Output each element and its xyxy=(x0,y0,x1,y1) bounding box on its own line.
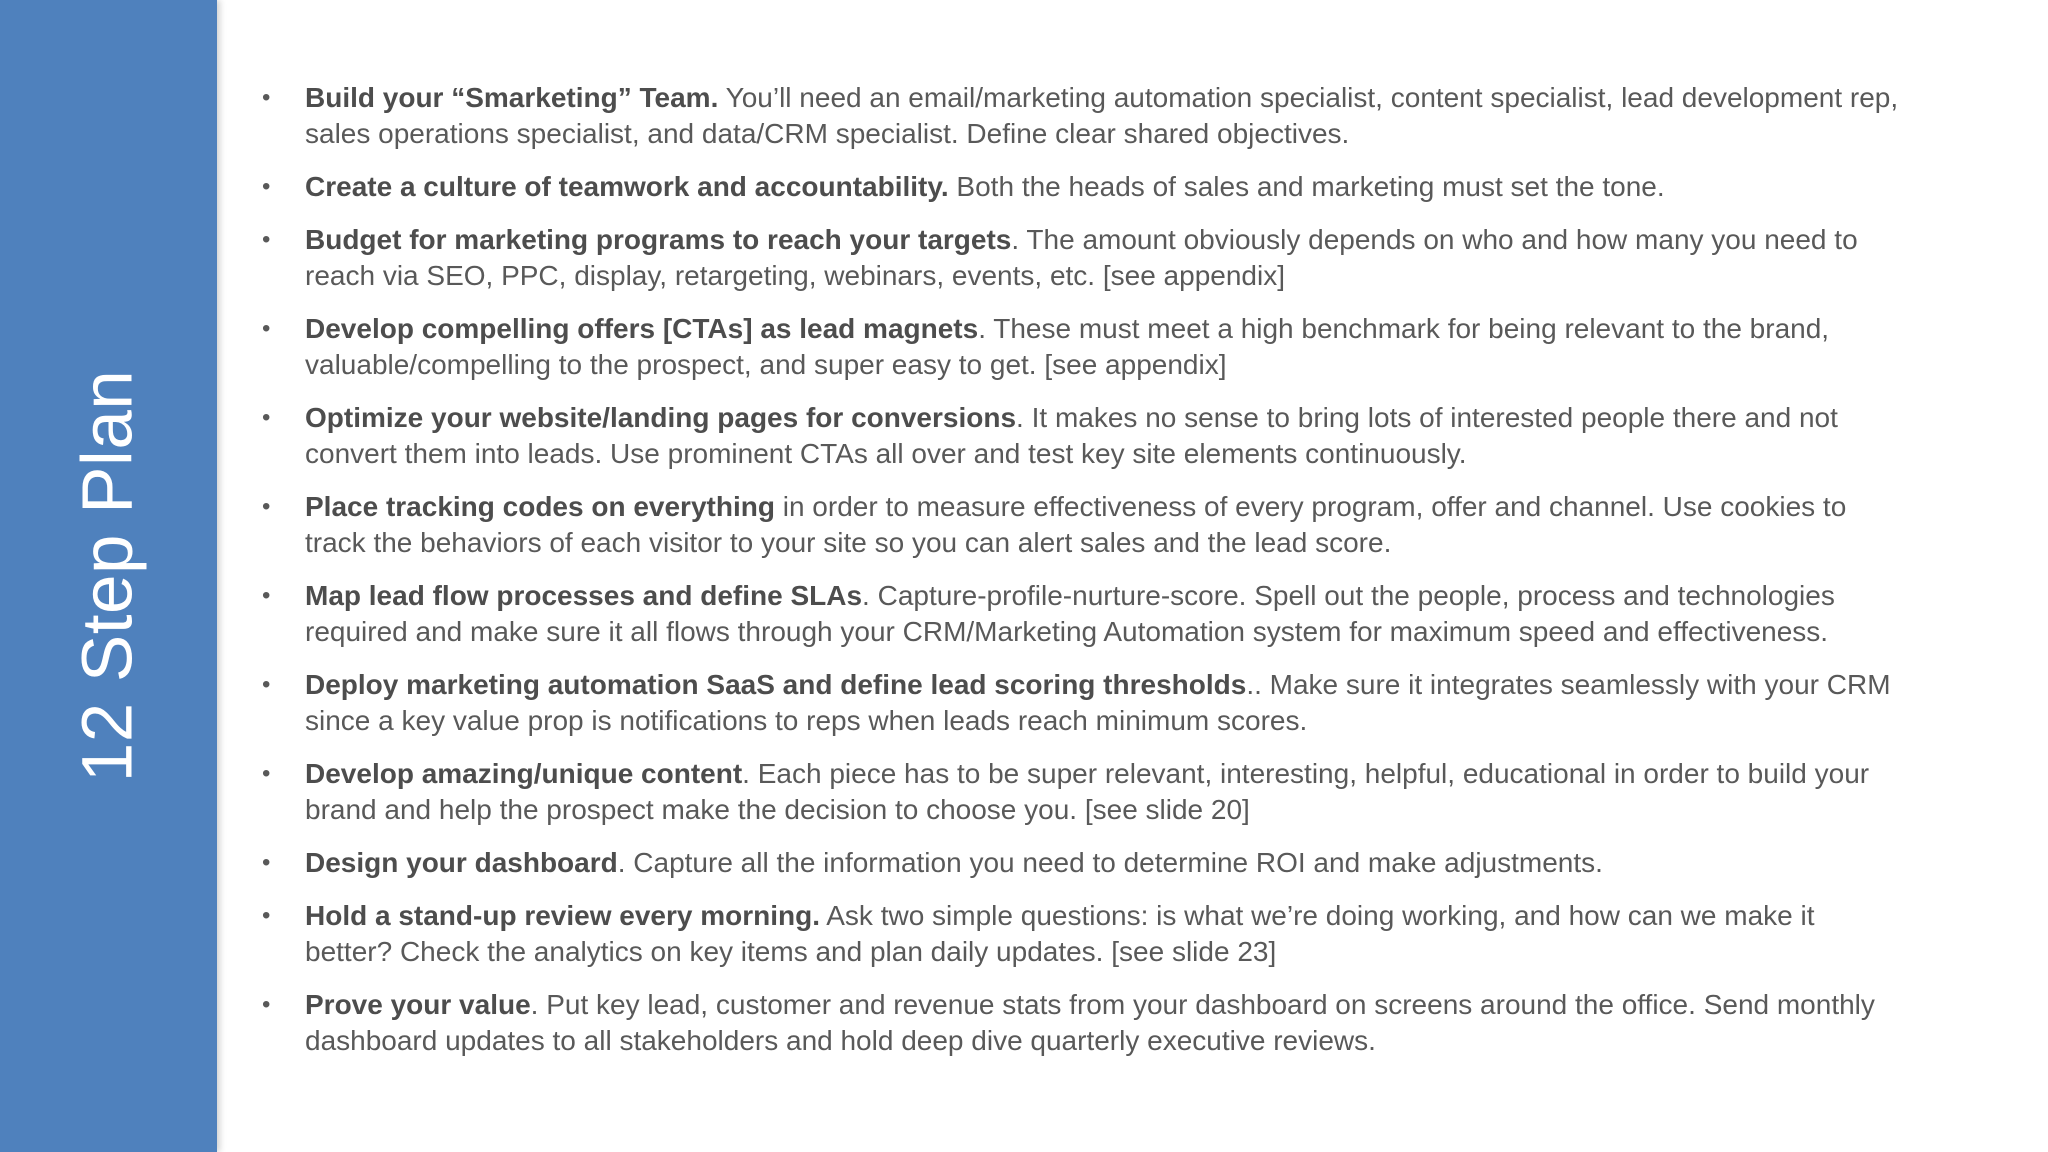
bullet-icon: • xyxy=(262,991,271,1018)
step-description: Both the heads of sales and marketing must set the tone. xyxy=(948,171,1665,202)
step-description: in order to measure effectiveness of every program, offer and channel. Use cookies to track the behaviors of each visitor to your site so you can alert sales and the lead score. xyxy=(305,491,1847,558)
step-heading: Design your dashboard xyxy=(305,847,618,878)
step-description: .. Make sure it integrates seamlessly with your CRM since a key value prop is notifications to reps when leads reach minimum scores. xyxy=(305,669,1891,736)
step-heading: Optimize your website/landing pages for conversions xyxy=(305,402,1017,433)
step-list-container xyxy=(262,80,1902,1076)
bullet-icon: • xyxy=(262,173,271,200)
step-description: . Put key lead, customer and revenue stats from your dashboard on screens around the office. Send monthly dashboard updates to all stakeholders and hold deep dive quarterly executive reviews. xyxy=(305,989,1875,1056)
step-item-3 xyxy=(262,222,1902,294)
sidebar xyxy=(0,0,217,1152)
bullet-icon: • xyxy=(262,582,271,609)
bullet-icon: • xyxy=(262,315,271,342)
step-heading: Develop amazing/unique content xyxy=(305,758,743,789)
step-heading: Map lead flow processes and define SLAs xyxy=(305,580,863,611)
step-heading: Place tracking codes on everything xyxy=(305,491,775,522)
step-item-2 xyxy=(262,169,1902,205)
step-heading: Build your “Smarketing” Team. xyxy=(305,82,719,113)
bullet-icon: • xyxy=(262,671,271,698)
bullet-icon: • xyxy=(262,849,271,876)
step-heading: Prove your value xyxy=(305,989,531,1020)
step-heading: Create a culture of teamwork and accountability. xyxy=(305,171,949,202)
step-item-9 xyxy=(262,756,1902,828)
step-description: . These must meet a high benchmark for being relevant to the brand, valuable/compelling to the prospect, and super easy to get. [see appendix] xyxy=(305,313,1830,380)
step-item-5 xyxy=(262,400,1902,472)
slide-title: 12 Step Plan xyxy=(68,369,148,783)
step-item-11 xyxy=(262,898,1902,970)
step-heading: Budget for marketing programs to reach your targets xyxy=(305,224,1012,255)
step-description: . Capture-profile-nurture-score. Spell out the people, process and technologies required and make sure it all flows through your CRM/Marketing Automation system for maximum speed and effectiveness. xyxy=(305,580,1835,647)
step-item-4 xyxy=(262,311,1902,383)
step-description: You’ll need an email/marketing automation specialist, content specialist, lead development rep, sales operations specialist, and data/CRM specialist. Define clear shared objectives. xyxy=(305,82,1899,149)
step-item-1 xyxy=(262,80,1902,152)
step-list xyxy=(262,80,1902,1059)
step-description: . Capture all the information you need to determine ROI and make adjustments. xyxy=(617,847,1603,878)
step-description: Ask two simple questions: is what we’re doing working, and how can we make it better? Check the analytics on key items and plan daily updates. [see slide 23] xyxy=(305,900,1815,967)
step-heading: Hold a stand-up review every morning. xyxy=(305,900,821,931)
bullet-icon: • xyxy=(262,84,271,111)
bullet-icon: • xyxy=(262,493,271,520)
step-item-7 xyxy=(262,578,1902,650)
bullet-icon: • xyxy=(262,226,271,253)
step-item-10 xyxy=(262,845,1902,881)
step-heading: Develop compelling offers [CTAs] as lead magnets xyxy=(305,313,979,344)
step-item-6 xyxy=(262,489,1902,561)
bullet-icon: • xyxy=(262,404,271,431)
step-heading: Deploy marketing automation SaaS and define lead scoring thresholds xyxy=(305,669,1247,700)
step-item-8 xyxy=(262,667,1902,739)
step-description: . It makes no sense to bring lots of interested people there and not convert them into leads. Use prominent CTAs all over and test key site elements continuously. xyxy=(305,402,1838,469)
step-description: . Each piece has to be super relevant, interesting, helpful, educational in order to build your brand and help the prospect make the decision to choose you. [see slide 20] xyxy=(305,758,1870,825)
step-description: . The amount obviously depends on who and how many you need to reach via SEO, PPC, display, retargeting, webinars, events, etc. [see appendix] xyxy=(305,224,1858,291)
step-item-12 xyxy=(262,987,1902,1059)
bullet-icon: • xyxy=(262,760,271,787)
bullet-icon: • xyxy=(262,902,271,929)
